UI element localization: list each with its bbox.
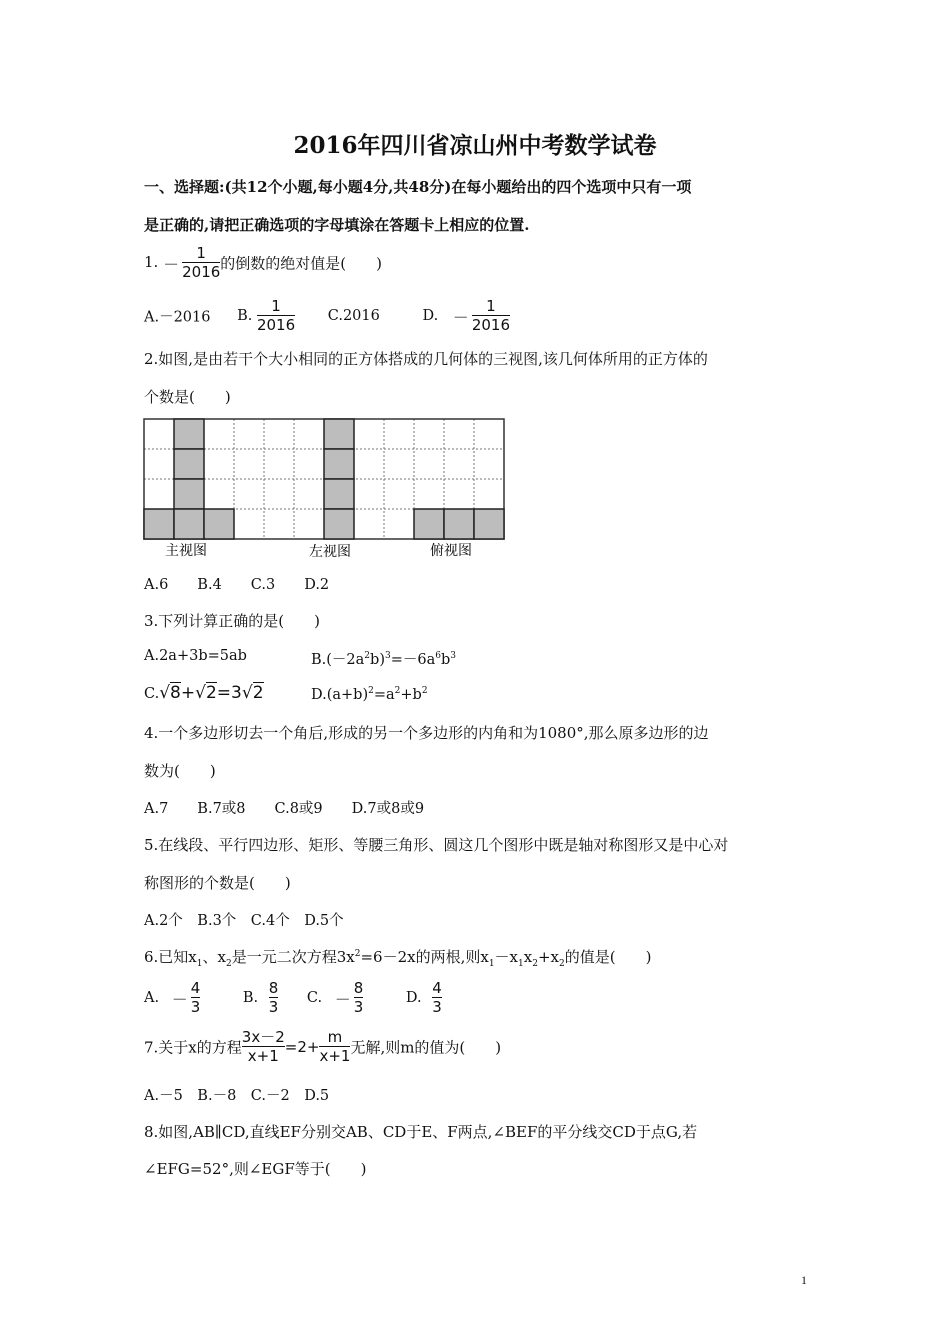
q6-sub: 1 xyxy=(488,959,495,969)
q3-option-d xyxy=(311,686,428,703)
left-view-label: 左视图 xyxy=(309,544,351,560)
q6-part: x xyxy=(523,948,533,966)
q6-sup: 2 xyxy=(354,949,361,959)
q6-option-b-label: B. xyxy=(242,990,259,1006)
top-view-label: 俯视图 xyxy=(430,543,472,559)
q6-option-a-label: A. xyxy=(144,990,160,1006)
q1-fraction-den: 2016 xyxy=(182,263,221,281)
q3-c-radicand1: 8 xyxy=(170,683,181,703)
q1-option-d-den: 2016 xyxy=(471,316,510,334)
question-3: 3.下列计算正确的是( ) xyxy=(144,612,321,630)
q1-option-b-num: 1 xyxy=(271,297,281,315)
top-view-squares xyxy=(414,509,504,539)
q7-fraction-2 xyxy=(319,1029,350,1065)
q1-option-b-den: 2016 xyxy=(256,316,296,334)
q6-a-den: 3 xyxy=(190,998,201,1016)
q3-d-part3: +b xyxy=(400,686,422,703)
q1-option-d-sign: － xyxy=(452,307,469,327)
question-1-number: 1. xyxy=(144,253,159,271)
q6-a-num: 4 xyxy=(190,979,201,997)
q3-d-sup3: 2 xyxy=(421,686,428,696)
q6-d-den: 3 xyxy=(432,998,442,1016)
sqrt-icon: √ xyxy=(241,683,253,703)
q6-sub: 2 xyxy=(532,959,538,969)
q7-f2-num: m xyxy=(327,1028,343,1046)
q6-part: =6－2x的两根,则x xyxy=(360,948,489,966)
q3-c-label: C. xyxy=(144,686,160,702)
q3-b-sup2: 3 xyxy=(384,651,391,662)
q6-b-den: 3 xyxy=(268,998,279,1016)
q2-options: A.6 B.4 C.3 D.2 xyxy=(144,577,330,593)
q6-option-d-label: D. xyxy=(405,990,422,1006)
q4-options: A.7 B.7或8 C.8或9 D.7或8或9 xyxy=(144,801,425,817)
front-view-label: 主视图 xyxy=(165,543,207,559)
section-heading-line2: 是正确的,请把正确选项的字母填涂在答题卡上相应的位置. xyxy=(144,216,530,234)
q6-option-a-fraction xyxy=(191,980,201,1016)
q6-option-d-fraction xyxy=(432,980,442,1016)
q7-part3: 无解,则m的值为( ) xyxy=(350,1038,502,1057)
three-view-figure xyxy=(143,418,505,562)
question-7 xyxy=(144,1029,501,1065)
sqrt-icon: √ xyxy=(159,683,171,703)
sqrt-icon: √ xyxy=(195,683,206,703)
question-5-line2: 称图形的个数是( ) xyxy=(144,874,291,892)
q3-b-part4: b xyxy=(440,652,451,668)
q7-fraction-1 xyxy=(242,1029,285,1065)
q6-part: +x xyxy=(537,948,559,966)
page-title: 2016年四川省凉山州中考数学试卷 xyxy=(293,132,657,159)
page-number: 1 xyxy=(801,1273,807,1287)
q6-part: 6.已知x xyxy=(144,948,197,966)
q1-options xyxy=(144,298,510,334)
q6-options xyxy=(144,980,442,1016)
q6-sub: 2 xyxy=(225,959,232,969)
q6-d-num: 4 xyxy=(432,979,442,997)
q3-c-radicand2: 2 xyxy=(205,683,217,703)
q3-c-eq: =3 xyxy=(216,683,242,703)
q1-fraction xyxy=(182,245,220,281)
q1-text: 的倒数的绝对值是( ) xyxy=(220,254,383,273)
q6-c-den: 3 xyxy=(353,998,364,1016)
question-8-line1: 8.如图,AB∥CD,直线EF分别交AB、CD于E、F两点,∠BEF的平分线交CD于点G,若 xyxy=(144,1123,698,1141)
question-6 xyxy=(144,946,651,969)
question-2-line2: 个数是( ) xyxy=(144,388,231,406)
q3-d-sup1: 2 xyxy=(368,686,374,696)
q3-option-c xyxy=(144,683,264,703)
question-1 xyxy=(144,245,382,281)
q6-part: 是一元二次方程3x xyxy=(231,948,355,966)
q1-option-b-label: B. xyxy=(237,308,253,324)
q1-option-c: C.2016 xyxy=(327,308,380,324)
q6-b-num: 8 xyxy=(268,979,279,997)
q6-part: 、x xyxy=(202,948,226,966)
q7-f2-den: x+1 xyxy=(319,1047,351,1065)
q6-option-a-sign: － xyxy=(171,989,188,1009)
q1-option-d-fraction xyxy=(472,298,510,334)
q5-options: A.2个 B.3个 C.4个 D.5个 xyxy=(144,913,344,929)
q7-f1-den: x+1 xyxy=(242,1046,285,1065)
question-2-line1: 2.如图,是由若干个大小相同的正方体搭成的几何体的三视图,该几何体所用的正方体的 xyxy=(144,350,708,368)
q6-option-b-fraction xyxy=(269,980,279,1016)
q3-d-sup2: 2 xyxy=(394,686,401,696)
question-5-line1: 5.在线段、平行四边形、矩形、等腰三角形、圆这几个图形中既是轴对称图形又是中心对 xyxy=(144,836,729,854)
q3-option-a: A.2a+3b=5ab xyxy=(144,648,247,664)
q3-b-sup1: 2 xyxy=(364,651,371,662)
q3-d-part2: =a xyxy=(373,686,395,703)
q7-part2: =2+ xyxy=(284,1038,320,1056)
q6-sub: 2 xyxy=(558,959,565,969)
section-heading-line1: 一、选择题:(共12个小题,每小题4分,共48分)在每小题给出的四个选项中只有一项 xyxy=(144,178,692,196)
q3-d-part1: D.(a+b) xyxy=(311,686,369,703)
q6-option-c-fraction xyxy=(354,980,364,1016)
question-4-line2: 数为( ) xyxy=(144,762,216,780)
q6-part: 的值是( ) xyxy=(564,948,652,966)
q6-sub: 1 xyxy=(518,959,524,969)
q7-f1-num: 3x－2 xyxy=(241,1028,285,1046)
q1-option-d-label: D. xyxy=(422,308,439,324)
q6-option-c-label: C. xyxy=(306,990,323,1006)
q6-sub: 1 xyxy=(196,959,203,969)
q6-c-num: 8 xyxy=(353,979,364,997)
q3-b-part3: =－6a xyxy=(390,652,436,668)
q1-fraction-num: 1 xyxy=(196,244,206,262)
q3-b-part1: B.(－2a xyxy=(311,652,365,668)
q3-option-b xyxy=(311,648,456,669)
q1-option-b-fraction xyxy=(257,298,295,334)
q3-b-sup3: 6 xyxy=(435,651,441,662)
q3-b-sup4: 3 xyxy=(450,651,457,662)
q1-option-d-num: 1 xyxy=(486,297,496,315)
q1-fraction-sign: － xyxy=(163,254,180,274)
q7-part1: 7.关于x的方程 xyxy=(144,1038,242,1057)
question-8-line2: ∠EFG=52°,则∠EGF等于( ) xyxy=(144,1160,367,1178)
q1-option-a: A.－2016 xyxy=(144,309,211,326)
q3-c-radicand3: 2 xyxy=(252,683,264,703)
q6-option-c-sign: － xyxy=(334,989,351,1009)
q6-part: －x xyxy=(494,948,519,966)
q3-c-plus: + xyxy=(180,683,196,703)
q3-b-part2: b) xyxy=(370,652,385,668)
question-4-line1: 4.一个多边形切去一个角后,形成的另一个多边形的内角和为1080°,那么原多边形的边 xyxy=(144,724,709,742)
left-view-squares xyxy=(324,419,354,539)
q7-options: A.－5 B.－8 C.－2 D.5 xyxy=(144,1088,330,1104)
